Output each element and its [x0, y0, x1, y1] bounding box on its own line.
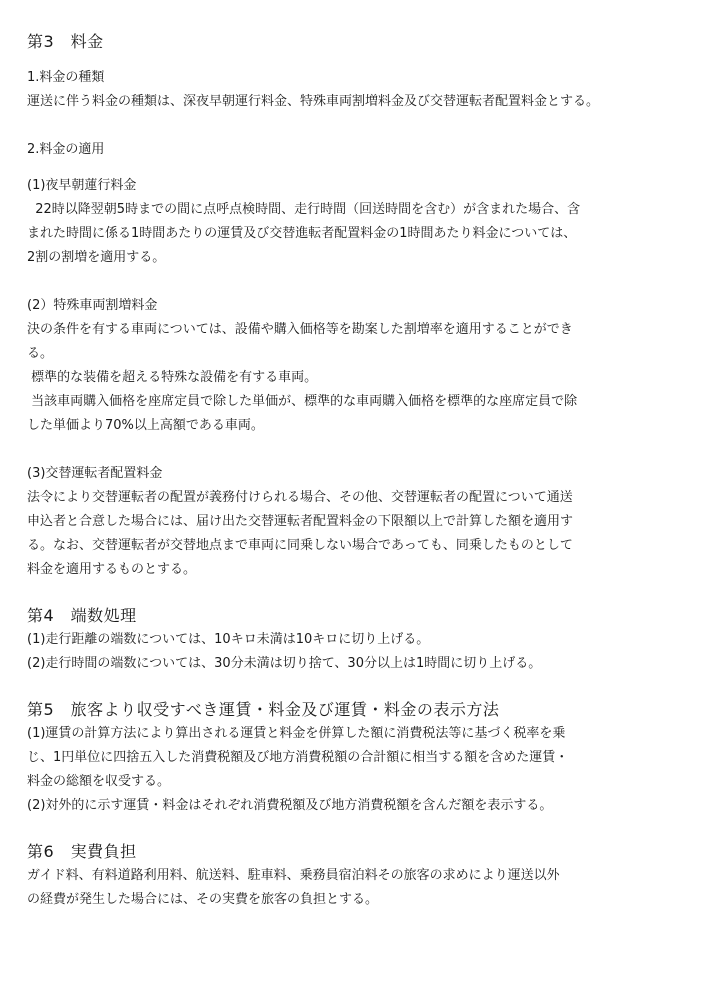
section-4-heading: 第4 端数処理 — [27, 606, 137, 625]
item-2-line: 標準的な装備を超える特殊な設備を有する車両。 — [27, 370, 318, 385]
item-3-line: 申込者と合意した場合には、届け出た交替運転者配置料金の下限額以上で計算した額を適用す — [27, 514, 574, 529]
document-page — [27, 30, 682, 912]
section-6 — [27, 840, 682, 912]
section-5-line: (2)対外的に示す運賃・料金はそれぞれ消費税額及び地方消費税額を含んだ額を表示する。 — [27, 798, 553, 813]
section-5-line: (1)運賃の計算方法により算出される運賃と料金を併算した額に消費税法等に基づく税率を乗 — [27, 726, 566, 741]
item-1-line: 22時以降翌朝5時までの間に点呼点検時間、走行時間（回送時間を含む）が含まれた場合、含 — [27, 202, 581, 217]
section-4-line: (2)走行時間の端数については、30分未満は切り捨て、30分以上は1時間に切り上げる。 — [27, 656, 542, 671]
item-2-line: した単価より70%以上高額である車両。 — [27, 418, 264, 433]
item-2-line: 当該車両購入価格を座席定員で除した単価が、標準的な車両購入価格を標準的な座席定員で除 — [27, 394, 578, 409]
subsection-2-heading: 2.料金の適用 — [27, 142, 105, 157]
item-3-line: る。なお、交替運転者が交替地点まで車両に同乗しない場合であっても、同乗したものとして — [27, 538, 573, 553]
item-2-title: (2）特殊車両割増料金 — [27, 298, 158, 313]
item-1-line: 2割の割増を適用する。 — [27, 250, 166, 265]
section-5-line: じ、1円単位に四捨五入した消費税額及び地方消費税額の合計額に相当する額を含めた運賃・ — [27, 750, 569, 765]
section-6-line: ガイド料、有料道路利用料、航送料、駐車料、乗務員宿泊料その旅客の求めにより運送以外 — [27, 868, 560, 883]
item-3-line: 法令により交替運転者の配置が義務付けられる場合、その他、交替運転者の配置について通送 — [27, 490, 573, 505]
section-4-line: (1)走行距離の端数については、10キロ未満は10キロに切り上げる。 — [27, 632, 430, 647]
subsection-1-heading: 1.料金の種類 — [27, 70, 105, 85]
section-4 — [27, 604, 682, 676]
item-3-line: 料金を適用するものとする。 — [27, 562, 197, 577]
section-5-line: 料金の総額を収受する。 — [27, 774, 171, 789]
section-6-heading: 第6 実費負担 — [27, 842, 137, 861]
item-2-line: 決の条件を有する車両については、設備や購入価格等を勘案した割増率を適用することができ — [27, 322, 573, 337]
subsection-1-text: 運送に伴う料金の種類は、深夜早朝運行料金、特殊車両割増料金及び交替運転者配置料金とする。 — [27, 94, 600, 109]
section-5-heading: 第5 旅客より収受すべき運賃・料金及び運賃・料金の表示方法 — [27, 700, 500, 719]
section-3-heading: 第3 料金 — [27, 32, 104, 51]
item-1-line: まれた時間に係る1時間あたりの運賃及び交替進転者配置料金の1時間あたり料金については、 — [27, 226, 577, 241]
section-3 — [27, 30, 682, 582]
item-1-title: (1)夜早朝蓮行料金 — [27, 178, 137, 193]
item-3-title: (3)交替運転者配置料金 — [27, 466, 163, 481]
section-5 — [27, 698, 682, 818]
section-6-line: の経費が発生した場合には、その実費を旅客の負担とする。 — [27, 892, 379, 907]
item-2-line: る。 — [27, 346, 54, 361]
